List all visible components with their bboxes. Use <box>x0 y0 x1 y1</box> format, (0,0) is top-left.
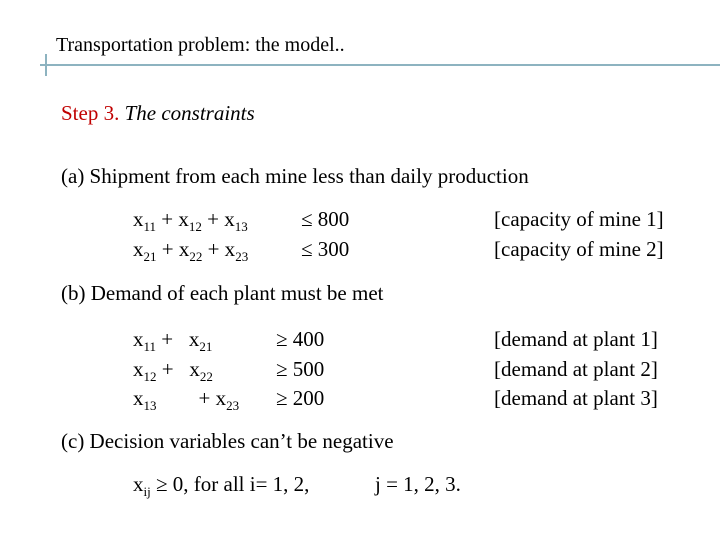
section-c-heading: (c) Decision variables can’t be negative <box>61 429 394 453</box>
nonneg-j-range: j = 1, 2, 3. <box>375 472 461 496</box>
capacity-lhs-1: $x_{11} + x_{12} + x_{13}$ <box>133 207 248 234</box>
step-heading <box>61 101 255 126</box>
section-a-heading: (a) Shipment from each mine less than daily production <box>61 164 529 188</box>
section-b-heading: (b) Demand of each plant must be met <box>61 281 384 305</box>
demand-lhs-1: $x_{11} + x_{21}$ <box>133 327 213 354</box>
demand-rhs-2: ≥ 500 <box>276 357 325 381</box>
title-accent-tick <box>45 54 47 76</box>
capacity-note-2: [capacity of mine 2] <box>494 237 664 261</box>
demand-rhs-3: ≥ 200 <box>276 386 325 410</box>
capacity-note-1: [capacity of mine 1] <box>494 207 664 231</box>
nonneg-constraint: $x_{ij} \ge 0$, for all i= 1, 2, <box>133 472 310 499</box>
demand-note-2: [demand at plant 2] <box>494 357 658 381</box>
step-label: Step 3. <box>61 101 120 125</box>
capacity-rhs-1: ≤ 800 <box>301 207 350 231</box>
nonneg-rest: ≥ 0, for all i= 1, 2, <box>150 472 310 496</box>
page-title: Transportation problem: the model.. <box>56 34 345 56</box>
demand-note-1: [demand at plant 1] <box>494 327 658 351</box>
capacity-lhs-2: $x_{21} + x_{22} + x_{23}$ <box>133 237 249 264</box>
step-text: The constraints <box>124 101 255 125</box>
capacity-rhs-2: ≤ 300 <box>301 237 350 261</box>
demand-lhs-3: $x_{13}$ + $x_{23}$ <box>133 386 240 413</box>
title-underline <box>40 64 720 66</box>
demand-note-3: [demand at plant 3] <box>494 386 658 410</box>
demand-rhs-1: ≥ 400 <box>276 327 325 351</box>
demand-lhs-2: $x_{12} + x_{22}$ <box>133 357 213 384</box>
